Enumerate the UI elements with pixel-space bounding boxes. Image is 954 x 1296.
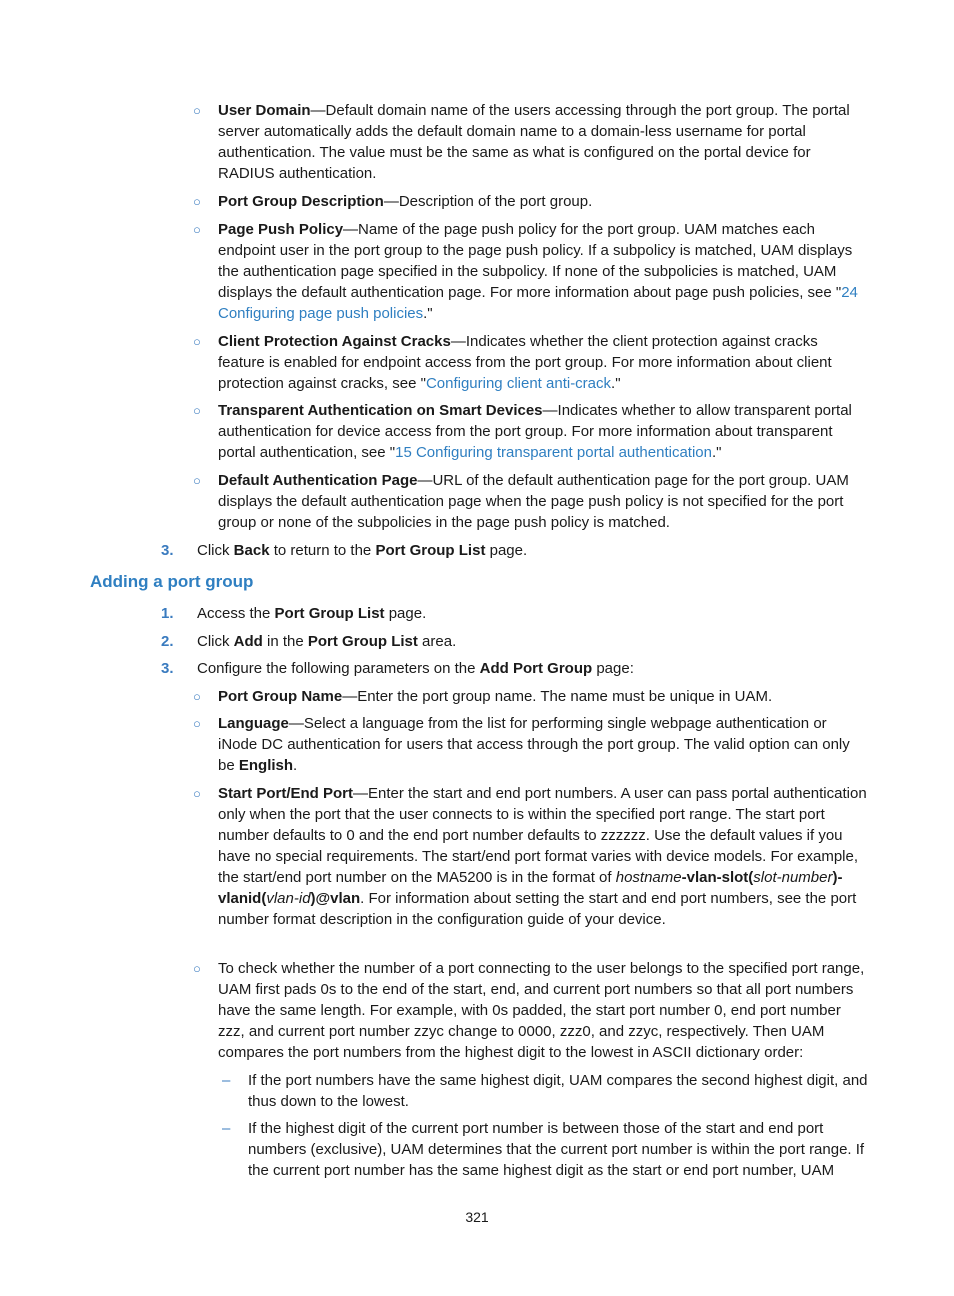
bullet-language: Language—Select a language from the list for performing single webpage authentication or iNode DC authentication for users that access through the port group. The valid option can only be English. [218, 715, 850, 774]
bullet-transparent-auth: Transparent Authentication on Smart Devices—Indicates whether to allow transparent portal authentication for device access from the port group. For more information about transparent portal authentication, see "15 Configuring transparent portal authentication." [218, 402, 852, 461]
bullet-icon: ○ [193, 716, 201, 731]
step-number: 3. [161, 542, 174, 559]
link-transparent-portal-auth[interactable]: 15 Configuring transparent portal authentication [395, 444, 712, 461]
bullet-port-group-description: Port Group Description—Description of the port group. [218, 193, 593, 210]
step-click-add: Click Add in the Port Group List area. [197, 633, 457, 650]
bullet-start-end-port: Start Port/End Port—Enter the start and end port numbers. A user can pass portal authentication only when the port that the user connects to is within the specified port range. The start port number defaults to 0 and the end port number defaults to zzzzzz. Use the default values if you have no special requirements. The start/end port format varies with device models. For example, the start/end port number on the MA5200 is in the format of hostname-vlan-slot(slot-number)-vlanid(vlan-id)@vlan. For information about setting the start and end port numbers, see the port number format description in the configuration guide of your device. [218, 785, 867, 928]
bullet-icon: ○ [193, 961, 201, 976]
bullet-icon: ○ [193, 222, 201, 237]
dash-icon: – [222, 1072, 231, 1089]
bullet-icon: ○ [193, 334, 201, 349]
bullet-client-protection: Client Protection Against Cracks—Indicates whether the client protection against cracks feature is enabled for endpoint access from the port group. For more information about client protection against cracks, see "Configuring client anti-crack." [218, 333, 832, 392]
bullet-icon: ○ [193, 103, 201, 118]
bullet-default-auth-page: Default Authentication Page—URL of the default authentication page for the port group. UAM displays the default authentication page when the page push policy is not specified for the port group or none of the subpolicies in the page push policy is matched. [218, 472, 849, 531]
bullet-port-group-name: Port Group Name—Enter the port group name. The name must be unique in UAM. [218, 688, 773, 705]
bullet-icon: ○ [193, 786, 201, 801]
step-number: 1. [161, 605, 174, 622]
bullet-port-range-check: To check whether the number of a port connecting to the user belongs to the specified port range, UAM first pads 0s to the end of the start, end, and current port numbers so that all port numbers have the same length. For example, with 0s padded, the start port number 0, end port number zzz, and current port number zzyc change to 0000, zzz0, and zzyc, respectively. Then UAM compares the port numbers from the highest digit to the lowest in ASCII dictionary order: [218, 960, 865, 1061]
step-number: 3. [161, 660, 174, 677]
link-page-push-policies[interactable]: 24 Configuring page push policies [218, 284, 858, 322]
link-client-anti-crack[interactable]: Configuring client anti-crack [425, 375, 612, 392]
bullet-icon: ○ [193, 473, 201, 488]
page-number: 321 [465, 1209, 489, 1225]
bullet-icon: ○ [193, 403, 201, 418]
step-click-back: Click Back to return to the Port Group List page. [197, 542, 528, 559]
step-configure: Configure the following parameters on the Add Port Group page: [197, 660, 634, 677]
bullet-page-push-policy: Page Push Policy—Name of the page push policy for the port group. UAM matches each endpoint user in the port group to the page push policy. If a subpolicy is matched, UAM displays the authentication page specified in the subpolicy. If none of the subpolicies is matched, UAM displays the default authentication page. For more information about page push policies, see "24 Configuring page push policies." [218, 221, 858, 322]
dash-item-between-digits: If the highest digit of the current port number is between those of the start and end port numbers (exclusive), UAM determines that the current port number is within the port range. If the current port number has the same highest digit as the start or end port number, UAM [248, 1120, 865, 1179]
bullet-user-domain: User Domain—Default domain name of the users accessing through the port group. The portal server automatically adds the default domain name to a domain-less username for portal authentication. The value must be the same as what is configured on the portal device for RADIUS authentication. [218, 102, 850, 182]
step-access-list: Access the Port Group List page. [197, 605, 427, 622]
step-number: 2. [161, 633, 174, 650]
bullet-icon: ○ [193, 194, 201, 209]
dash-icon: – [222, 1120, 231, 1137]
section-heading: Adding a port group [90, 572, 254, 591]
bullet-icon: ○ [193, 689, 201, 704]
dash-item-same-highest-digit: If the port numbers have the same highest digit, UAM compares the second highest digit, and thus down to the lowest. [248, 1072, 868, 1110]
